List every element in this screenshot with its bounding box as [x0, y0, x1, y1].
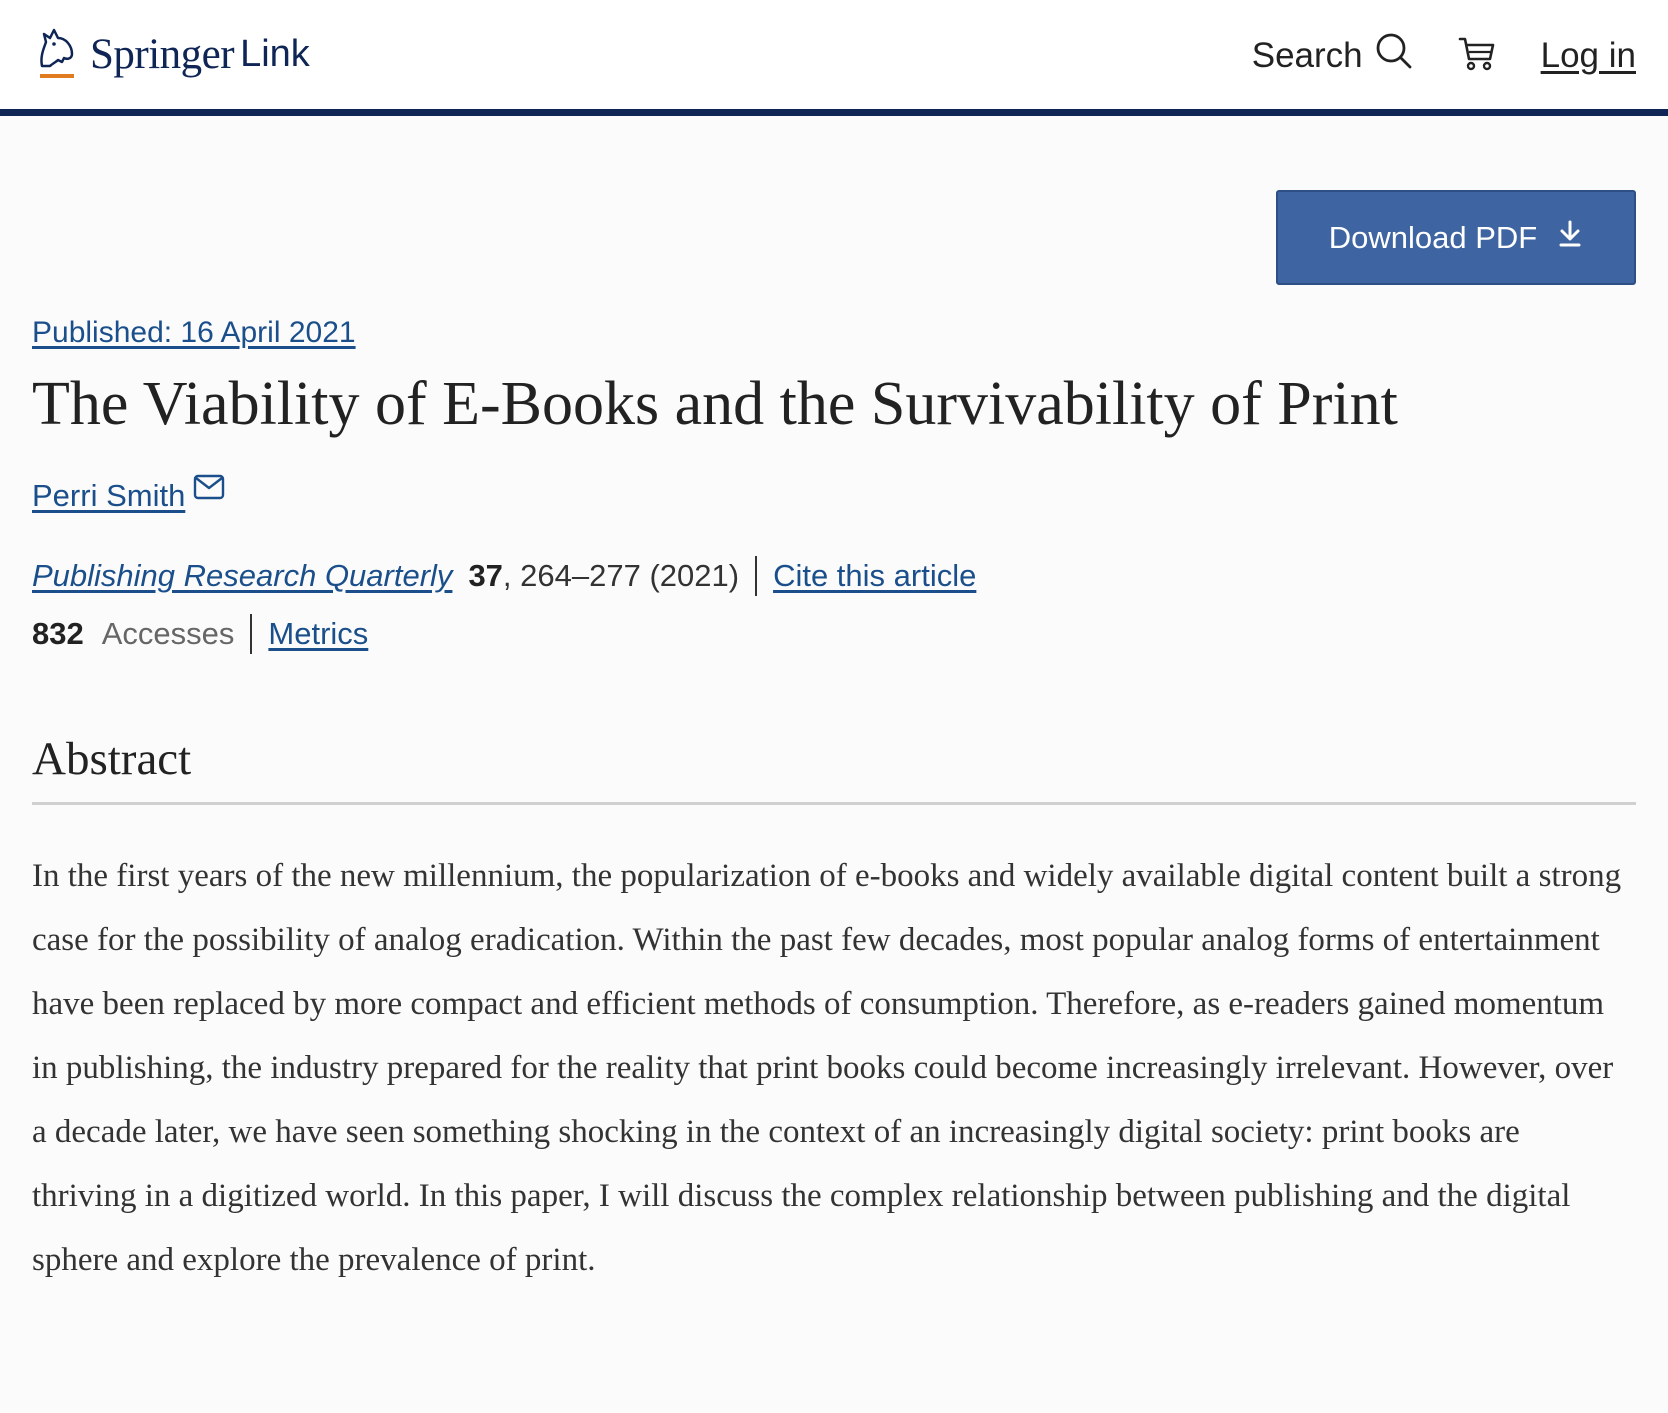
article-main: [32, 310, 1636, 1325]
search-button[interactable]: [1252, 32, 1413, 79]
journal-link[interactable]: Publishing Research Quarterly: [32, 558, 453, 594]
published-date-link[interactable]: Published: 16 April 2021: [32, 316, 356, 349]
abstract-text: In the first years of the new millennium, the popularization of e-books and widely available digital content built a strong case for the possibility of analog eradication. Within the past few decades, most popular analog forms of entertainment have been replaced by more compact and efficient methods of consumption. Therefore, as e-readers gained momentum in publishing, the industry prepared for the reality that print books could become increasingly irrelevant. However, over a decade later, we have seen something shocking in the context of an increasingly digital society: print books are thriving in a digitized world. In this paper, I will discuss the complex relationship between publishing and the digital sphere and explore the prevalence of print.: [32, 858, 1622, 1279]
volume-number: 37: [468, 558, 503, 594]
header-nav: [1252, 32, 1636, 79]
download-pdf-label: Download PDF: [1328, 219, 1538, 255]
divider: [755, 556, 757, 596]
logo-link-text: Link: [240, 33, 310, 75]
accesses-label: Accesses: [101, 616, 235, 652]
cart-button[interactable]: [1457, 33, 1497, 78]
springer-horse-icon: [32, 22, 90, 87]
springer-link-logo[interactable]: [32, 22, 310, 87]
site-header: [0, 0, 1668, 116]
mail-icon[interactable]: [193, 474, 225, 505]
login-link[interactable]: Log in: [1540, 35, 1636, 75]
download-icon: [1537, 220, 1583, 256]
download-pdf-button[interactable]: [1276, 190, 1636, 285]
author-list: [32, 478, 1636, 514]
divider: [250, 614, 252, 654]
pages-year: , 264–277 (2021): [502, 558, 740, 594]
search-icon: [1363, 32, 1413, 79]
author-link[interactable]: Perri Smith: [32, 478, 186, 514]
cart-icon: [1457, 33, 1497, 78]
article-title: The Viability of E-Books and the Survivability of Print: [32, 370, 1398, 438]
search-label: Search: [1251, 35, 1363, 75]
metrics-row: [32, 614, 1636, 654]
abstract-heading: Abstract: [32, 732, 1636, 805]
logo-springer-text: Springer: [90, 31, 235, 78]
citation-line: [32, 556, 1636, 596]
accesses-count: 832: [32, 616, 84, 652]
metrics-link[interactable]: Metrics: [268, 616, 369, 652]
cite-this-article-link[interactable]: Cite this article: [773, 558, 977, 594]
